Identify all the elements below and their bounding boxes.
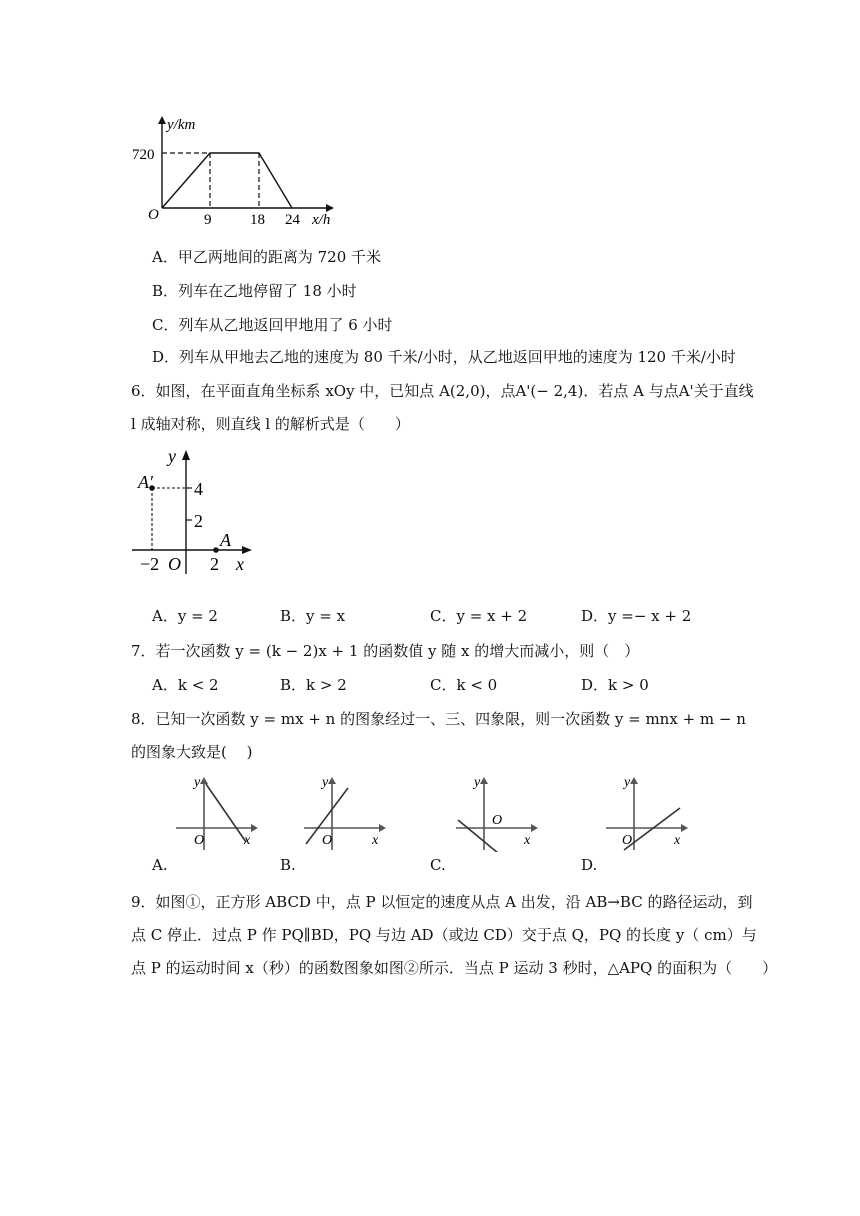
q8c-origin-label: O — [492, 813, 503, 828]
q8d-y-label: y — [624, 775, 631, 790]
q8-graph-c — [452, 772, 542, 852]
q9-question-line1: 9．如图①，正方形 ABCD 中，点 P 以恒定的速度从点 A 出发，沿 AB→BC 的路径运动，到 — [131, 893, 753, 911]
q8b-origin-label: O — [322, 833, 333, 848]
q6-option-c: C．y = x + 2 — [430, 607, 528, 625]
q8d-origin-label: O — [622, 833, 633, 848]
q6-coordinate-graph — [130, 446, 260, 576]
q8-option-c-label: C. — [430, 856, 446, 874]
q5-x-tick-18: 18 — [250, 212, 265, 228]
q8-option-b-label: B. — [280, 856, 296, 874]
q5-option-d: D．列车从甲地去乙地的速度为 80 千米/小时，从乙地返回甲地的速度为 120 千米/小时 — [152, 348, 736, 366]
q7-option-b: B．k > 2 — [280, 676, 347, 694]
q6-a-prime-label: A′ — [138, 472, 153, 492]
q7-option-a: A．k < 2 — [152, 676, 219, 694]
q5-option-c: C．列车从乙地返回甲地用了 6 小时 — [152, 316, 393, 334]
q8-option-a-label: A. — [152, 856, 168, 874]
q8-question-line2: 的图象大致是( ) — [131, 743, 253, 761]
q8a-x-label: x — [244, 833, 251, 848]
q5-y-tick-720: 720 — [132, 147, 155, 163]
q5-option-a: A．甲乙两地间的距离为 720 千米 — [152, 248, 382, 266]
q8-graph-b — [300, 772, 390, 852]
q8-option-d-label: D. — [581, 856, 598, 874]
q8d-x-label: x — [674, 833, 681, 848]
q6-y-axis-label: y — [168, 446, 176, 466]
q5-x-tick-24: 24 — [285, 212, 300, 228]
q6-y-tick-2: 2 — [194, 511, 203, 531]
q6-question-line1: 6．如图，在平面直角坐标系 xOy 中，已知点 A(2,0)，点A'(− 2,4)．若点 A 与点A'关于直线 — [131, 382, 754, 400]
q5-distance-time-graph — [130, 112, 350, 228]
q8-graph-d — [602, 772, 692, 852]
q6-x-tick-minus2: −2 — [140, 554, 160, 574]
q6-x-tick-2: 2 — [210, 554, 219, 574]
q8c-y-label: y — [474, 775, 481, 790]
q5-y-axis-label: y/km — [167, 117, 196, 133]
q5-option-b: B．列车在乙地停留了 18 小时 — [152, 282, 357, 300]
q5-x-tick-9: 9 — [204, 212, 212, 228]
q6-option-b: B．y = x — [280, 607, 346, 625]
q7-question-line1: 7．若一次函数 y = (k − 2)x + 1 的函数值 y 随 x 的增大而减小，则（ ） — [131, 642, 640, 660]
q8a-y-label: y — [194, 775, 201, 790]
q6-origin-label: O — [168, 554, 181, 574]
q8b-y-label: y — [322, 775, 329, 790]
q5-x-axis-label: x/h — [312, 212, 331, 228]
q8a-origin-label: O — [194, 833, 205, 848]
q8c-x-label: x — [524, 833, 531, 848]
q6-y-tick-4: 4 — [194, 479, 203, 499]
q8-graph-a — [172, 772, 262, 852]
q7-option-c: C．k < 0 — [430, 676, 498, 694]
q6-option-d: D．y =− x + 2 — [581, 607, 692, 625]
q9-question-line2: 点 C 停止．过点 P 作 PQ∥BD，PQ 与边 AD（或边 CD）交于点 Q，PQ 的长度 y（ cm）与 — [131, 926, 757, 944]
q8b-x-label: x — [372, 833, 379, 848]
q5-origin-label: O — [148, 207, 159, 223]
q7-option-d: D．k > 0 — [581, 676, 649, 694]
q6-a-label: A — [220, 530, 231, 550]
q9-question-line3: 点 P 的运动时间 x（秒）的函数图象如图②所示．当点 P 运动 3 秒时，△APQ 的面积为（ ） — [131, 959, 778, 977]
q6-question-line2: l 成轴对称，则直线 l 的解析式是（ ） — [131, 415, 410, 433]
q8-question-line1: 8．已知一次函数 y = mx + n 的图象经过一、三、四象限，则一次函数 y = mnx + m − n — [131, 710, 746, 728]
q6-option-a: A．y = 2 — [152, 607, 218, 625]
q6-x-axis-label: x — [236, 554, 244, 574]
